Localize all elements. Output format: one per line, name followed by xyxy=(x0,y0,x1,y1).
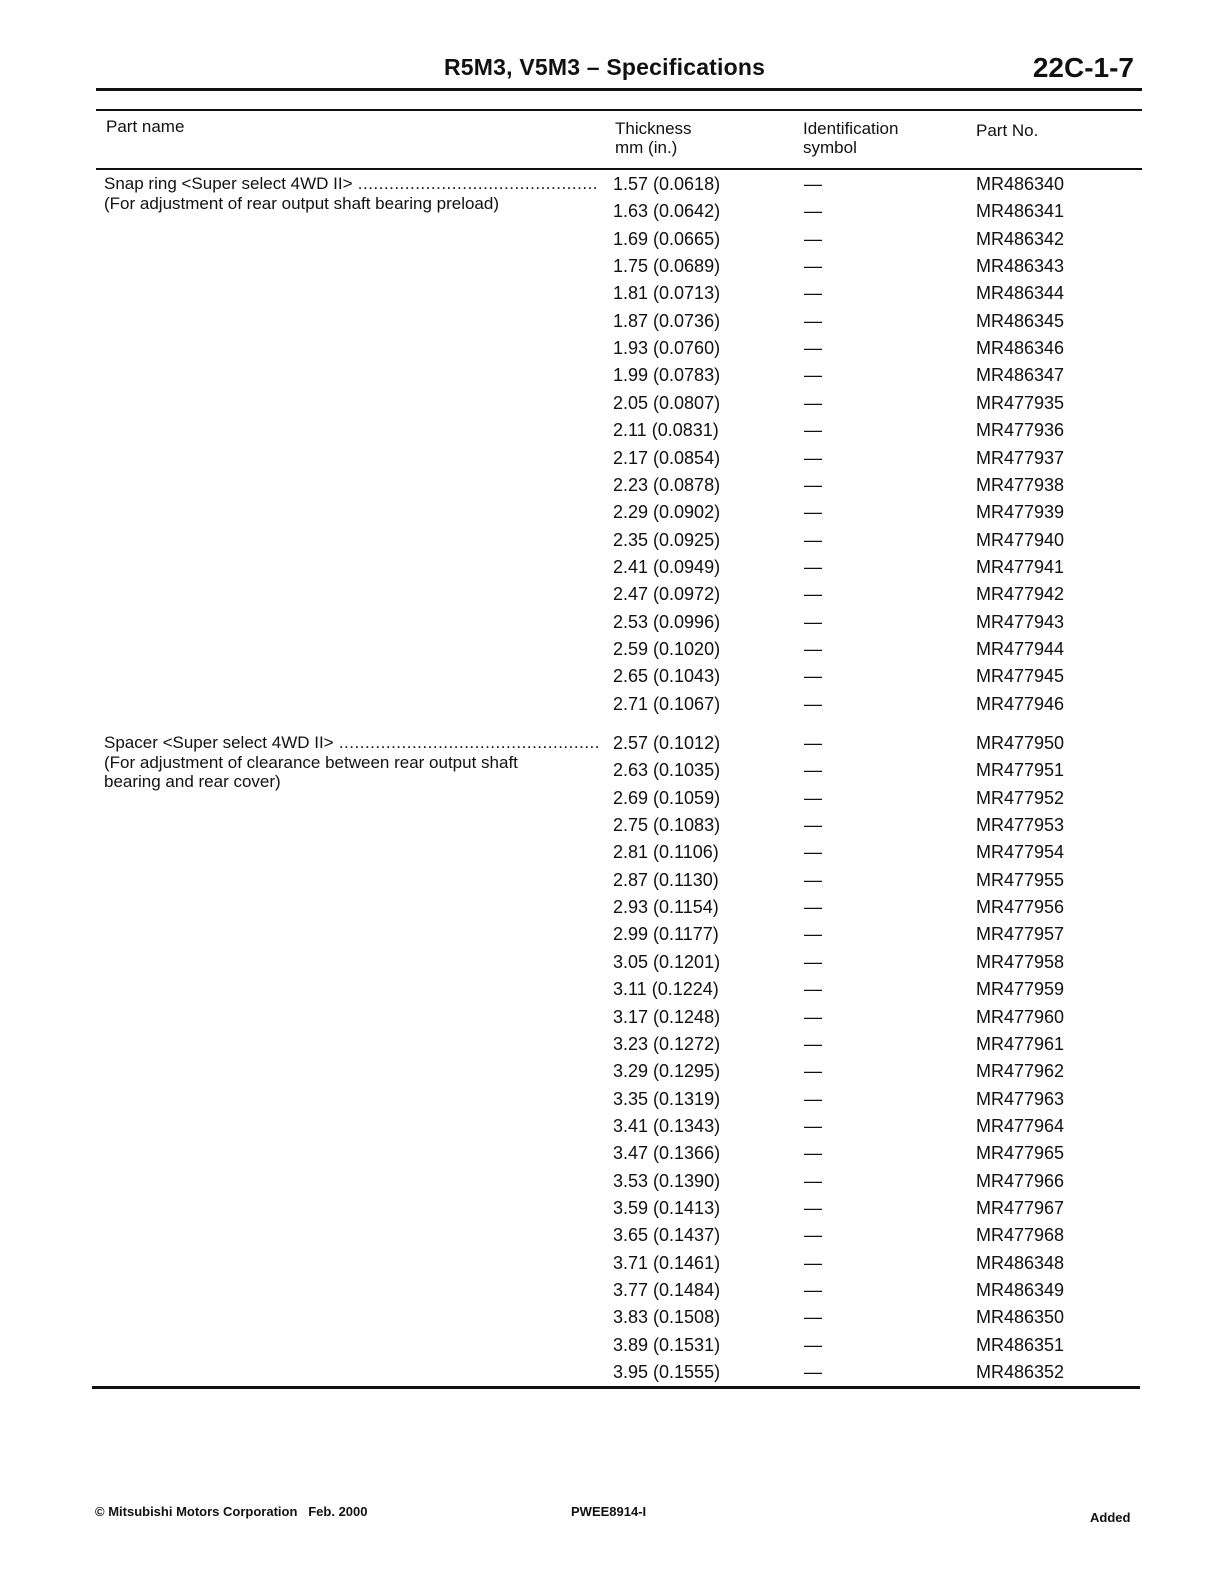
thickness-cell: 2.35 (0.0925) xyxy=(613,529,721,550)
thickness-cell: 3.59 (0.1413) xyxy=(613,1197,721,1218)
identification-symbol-cell: — xyxy=(804,693,822,714)
table-row xyxy=(0,229,1224,256)
table-row xyxy=(0,612,1224,639)
thickness-cell: 2.75 (0.1083) xyxy=(613,815,721,836)
table-row xyxy=(0,502,1224,529)
thickness-cell: 3.35 (0.1319) xyxy=(613,1088,721,1109)
thickness-cell: 1.75 (0.0689) xyxy=(613,256,721,277)
identification-symbol-cell: — xyxy=(804,611,822,632)
thickness-cell: 2.81 (0.1106) xyxy=(613,842,719,863)
part-number-cell: MR486351 xyxy=(976,1334,1065,1355)
identification-symbol-cell: — xyxy=(804,951,822,972)
table-row xyxy=(0,1307,1224,1334)
identification-symbol-cell: — xyxy=(804,733,822,753)
identification-symbol-cell: — xyxy=(804,447,822,468)
part-name: Spacer <Super select 4WD II> ..... xyxy=(104,733,599,753)
thickness-cell: 3.17 (0.1248) xyxy=(613,1006,721,1027)
thickness-cell: 3.95 (0.1555) xyxy=(613,1362,721,1383)
identification-symbol-cell: — xyxy=(804,283,822,304)
thickness-cell: 3.53 (0.1390) xyxy=(613,1170,721,1191)
part-number-cell: MR477935 xyxy=(976,392,1065,413)
identification-symbol-cell: — xyxy=(804,174,822,194)
table-row xyxy=(0,1335,1224,1362)
column-header-label: Part name xyxy=(106,117,185,136)
identification-symbol-cell: — xyxy=(804,787,822,808)
table-row xyxy=(0,952,1224,979)
table-row xyxy=(0,201,1224,228)
part-number-cell: MR477960 xyxy=(976,1006,1065,1027)
part-number-cell: MR486350 xyxy=(976,1307,1065,1328)
part-number-cell: MR486352 xyxy=(976,1362,1065,1383)
thickness-cell: 2.69 (0.1059) xyxy=(613,787,721,808)
identification-symbol-cell: — xyxy=(804,420,822,441)
identification-symbol-cell: — xyxy=(804,529,822,550)
table-row xyxy=(0,1198,1224,1225)
identification-symbol-cell: — xyxy=(804,842,822,863)
part-number-cell: MR477936 xyxy=(976,420,1065,441)
header-rule xyxy=(96,88,1142,91)
table-row xyxy=(0,1116,1224,1143)
table-row xyxy=(0,1089,1224,1116)
identification-symbol-cell: — xyxy=(804,666,822,687)
part-number-cell: MR486347 xyxy=(976,365,1065,386)
table-head-rule xyxy=(96,168,1142,170)
footer-document-code: PWEE8914-I xyxy=(571,1504,647,1519)
part-number-cell: MR477946 xyxy=(976,693,1065,714)
thickness-cell: 2.29 (0.0902) xyxy=(613,502,721,523)
part-number-cell: MR477937 xyxy=(976,447,1065,468)
table-row xyxy=(0,1143,1224,1170)
footer-status: Added xyxy=(1090,1510,1131,1525)
part-note: (For adjustment of rear output shaft bearing preload) xyxy=(104,193,499,213)
thickness-cell: 2.53 (0.0996) xyxy=(613,611,721,632)
identification-symbol-cell: — xyxy=(804,201,822,222)
identification-symbol-cell: — xyxy=(804,365,822,386)
thickness-cell: 1.99 (0.0783) xyxy=(613,365,721,386)
identification-symbol-cell: — xyxy=(804,869,822,890)
thickness-cell: 2.59 (0.1020) xyxy=(613,638,721,659)
table-row xyxy=(0,530,1224,557)
thickness-cell: 2.71 (0.1067) xyxy=(613,693,721,714)
part-name: Snap ring <Super select 4WD II> ..... xyxy=(104,174,599,194)
page-number: 22C-1-7 xyxy=(1032,52,1134,83)
thickness-cell: 3.71 (0.1461) xyxy=(613,1252,721,1273)
table-row xyxy=(0,1225,1224,1252)
identification-symbol-cell: — xyxy=(804,1170,822,1191)
thickness-cell: 2.99 (0.1177) xyxy=(613,924,719,945)
thickness-cell: 1.63 (0.0642) xyxy=(613,201,721,222)
thickness-cell: 3.83 (0.1508) xyxy=(613,1307,721,1328)
table-row xyxy=(0,1061,1224,1088)
column-header-thickness xyxy=(615,119,692,157)
part-number-cell: MR477940 xyxy=(976,529,1065,550)
part-number-cell: MR486343 xyxy=(976,256,1065,277)
thickness-cell: 1.69 (0.0665) xyxy=(613,228,721,249)
identification-symbol-cell: — xyxy=(804,228,822,249)
table-row xyxy=(0,393,1224,420)
identification-symbol-cell: — xyxy=(804,1252,822,1273)
identification-symbol-cell: — xyxy=(804,310,822,331)
thickness-cell: 2.65 (0.1043) xyxy=(613,666,721,687)
identification-symbol-cell: — xyxy=(804,1033,822,1054)
table-row xyxy=(0,174,1224,201)
column-header-label: Identification xyxy=(803,119,899,138)
table-bottom-rule xyxy=(92,1386,1140,1389)
thickness-cell: 2.47 (0.0972) xyxy=(613,584,721,605)
identification-symbol-cell: — xyxy=(804,979,822,1000)
thickness-cell: 3.23 (0.1272) xyxy=(613,1033,721,1054)
part-number-cell: MR477965 xyxy=(976,1143,1065,1164)
part-number-cell: MR477950 xyxy=(976,733,1065,753)
part-number-cell: MR477968 xyxy=(976,1225,1065,1246)
part-note: (For adjustment of clearance between rear output shaft xyxy=(104,752,518,772)
table-row xyxy=(0,557,1224,584)
thickness-cell: 2.41 (0.0949) xyxy=(613,556,721,577)
thickness-cell: 2.11 (0.0831) xyxy=(613,420,719,441)
part-number-cell: MR477943 xyxy=(976,611,1065,632)
part-number-cell: MR486348 xyxy=(976,1252,1065,1273)
part-number-cell: MR486344 xyxy=(976,283,1065,304)
part-number-cell: MR477952 xyxy=(976,787,1065,808)
identification-symbol-cell: — xyxy=(804,638,822,659)
identification-symbol-cell: — xyxy=(804,1006,822,1027)
thickness-cell: 3.29 (0.1295) xyxy=(613,1061,721,1082)
thickness-cell: 2.23 (0.0878) xyxy=(613,474,721,495)
thickness-cell: 2.05 (0.0807) xyxy=(613,392,721,413)
thickness-cell: 2.93 (0.1154) xyxy=(613,897,719,918)
part-number-cell: MR477959 xyxy=(976,979,1065,1000)
part-note: bearing and rear cover) xyxy=(104,772,281,791)
identification-symbol-cell: — xyxy=(804,897,822,918)
part-number-cell: MR477964 xyxy=(976,1115,1065,1136)
thickness-cell: 2.63 (0.1035) xyxy=(613,760,721,781)
table-row xyxy=(0,842,1224,869)
identification-symbol-cell: — xyxy=(804,1061,822,1082)
identification-symbol-cell: — xyxy=(804,256,822,277)
table-row xyxy=(0,1171,1224,1198)
table-row xyxy=(0,475,1224,502)
identification-symbol-cell: — xyxy=(804,1307,822,1328)
part-number-cell: MR477953 xyxy=(976,815,1065,836)
identification-symbol-cell: — xyxy=(804,502,822,523)
thickness-cell: 1.93 (0.0760) xyxy=(613,338,721,359)
column-header-label: symbol xyxy=(803,138,857,157)
table-row xyxy=(0,760,1224,787)
identification-symbol-cell: — xyxy=(804,474,822,495)
table-row xyxy=(0,897,1224,924)
identification-symbol-cell: — xyxy=(804,1115,822,1136)
part-number-cell: MR477945 xyxy=(976,666,1065,687)
part-number-cell: MR477956 xyxy=(976,897,1065,918)
table-row xyxy=(0,870,1224,897)
thickness-cell: 2.87 (0.1130) xyxy=(613,869,719,890)
table-row xyxy=(0,979,1224,1006)
table-row xyxy=(0,311,1224,338)
part-number-cell: MR477941 xyxy=(976,556,1065,577)
part-number-cell: MR486345 xyxy=(976,310,1065,331)
part-number-cell: MR477961 xyxy=(976,1033,1065,1054)
thickness-cell: 3.89 (0.1531) xyxy=(613,1334,721,1355)
identification-symbol-cell: — xyxy=(804,1143,822,1164)
table-row xyxy=(0,694,1224,721)
part-number-cell: MR477939 xyxy=(976,502,1065,523)
thickness-cell: 1.81 (0.0713) xyxy=(613,283,721,304)
part-number-cell: MR477938 xyxy=(976,474,1065,495)
page-header xyxy=(96,52,1142,88)
thickness-cell: 3.41 (0.1343) xyxy=(613,1115,721,1136)
thickness-cell: 3.11 (0.1224) xyxy=(613,979,719,1000)
part-number-cell: MR486340 xyxy=(976,174,1065,194)
table-row xyxy=(0,448,1224,475)
table-row xyxy=(0,1007,1224,1034)
identification-symbol-cell: — xyxy=(804,1334,822,1355)
identification-symbol-cell: — xyxy=(804,1197,822,1218)
column-header-label: Thickness xyxy=(615,119,692,138)
part-number-cell: MR477966 xyxy=(976,1170,1065,1191)
table-row xyxy=(0,666,1224,693)
part-number-cell: MR477942 xyxy=(976,584,1065,605)
part-number-cell: MR477958 xyxy=(976,951,1065,972)
table-row xyxy=(0,924,1224,951)
identification-symbol-cell: — xyxy=(804,338,822,359)
thickness-cell: 2.57 (0.1012) xyxy=(613,733,721,753)
column-header-identification-symbol xyxy=(803,119,898,157)
identification-symbol-cell: — xyxy=(804,924,822,945)
table-row xyxy=(0,338,1224,365)
table-row xyxy=(0,256,1224,283)
identification-symbol-cell: — xyxy=(804,584,822,605)
identification-symbol-cell: — xyxy=(804,556,822,577)
table-row xyxy=(0,1362,1224,1389)
table-row xyxy=(0,283,1224,310)
thickness-cell: 3.47 (0.1366) xyxy=(613,1143,721,1164)
column-header-label: Part No. xyxy=(976,121,1039,140)
footer-copyright: © Mitsubishi Motors Corporation Feb. 2000 xyxy=(95,1504,368,1519)
table-row xyxy=(0,1280,1224,1307)
identification-symbol-cell: — xyxy=(804,1225,822,1246)
part-number-cell: MR477954 xyxy=(976,842,1065,863)
identification-symbol-cell: — xyxy=(804,1362,822,1383)
thickness-cell: 2.17 (0.0854) xyxy=(613,447,721,468)
table-top-rule xyxy=(96,109,1142,111)
page-title: R5M3, V5M3 – Specifications xyxy=(444,54,766,80)
table-row xyxy=(0,815,1224,842)
part-number-cell: MR486342 xyxy=(976,228,1065,249)
identification-symbol-cell: — xyxy=(804,392,822,413)
table-row xyxy=(0,733,1224,760)
column-header-unit: mm (in.) xyxy=(615,138,678,157)
table-row xyxy=(0,584,1224,611)
column-header-part-name xyxy=(106,117,184,136)
identification-symbol-cell: — xyxy=(804,815,822,836)
thickness-cell: 3.77 (0.1484) xyxy=(613,1280,721,1300)
table-row xyxy=(0,639,1224,666)
thickness-cell: 1.57 (0.0618) xyxy=(613,174,721,194)
part-number-cell: MR486346 xyxy=(976,338,1065,359)
table-row xyxy=(0,365,1224,392)
table-row xyxy=(0,420,1224,447)
part-number-cell: MR477951 xyxy=(976,760,1065,781)
table-row xyxy=(0,1034,1224,1061)
part-number-cell: MR477962 xyxy=(976,1061,1065,1082)
table-row xyxy=(0,1253,1224,1280)
part-number-cell: MR477955 xyxy=(976,869,1065,890)
part-number-cell: MR477967 xyxy=(976,1197,1065,1218)
part-number-cell: MR486349 xyxy=(976,1280,1065,1300)
part-number-cell: MR477963 xyxy=(976,1088,1065,1109)
thickness-cell: 1.87 (0.0736) xyxy=(613,310,721,331)
table-row xyxy=(0,788,1224,815)
thickness-cell: 3.05 (0.1201) xyxy=(613,951,721,972)
identification-symbol-cell: — xyxy=(804,1280,822,1300)
part-number-cell: MR477957 xyxy=(976,924,1065,945)
identification-symbol-cell: — xyxy=(804,760,822,781)
identification-symbol-cell: — xyxy=(804,1088,822,1109)
column-header-part-no xyxy=(976,121,1038,140)
part-number-cell: MR486341 xyxy=(976,201,1065,222)
part-number-cell: MR477944 xyxy=(976,638,1065,659)
thickness-cell: 3.65 (0.1437) xyxy=(613,1225,721,1246)
